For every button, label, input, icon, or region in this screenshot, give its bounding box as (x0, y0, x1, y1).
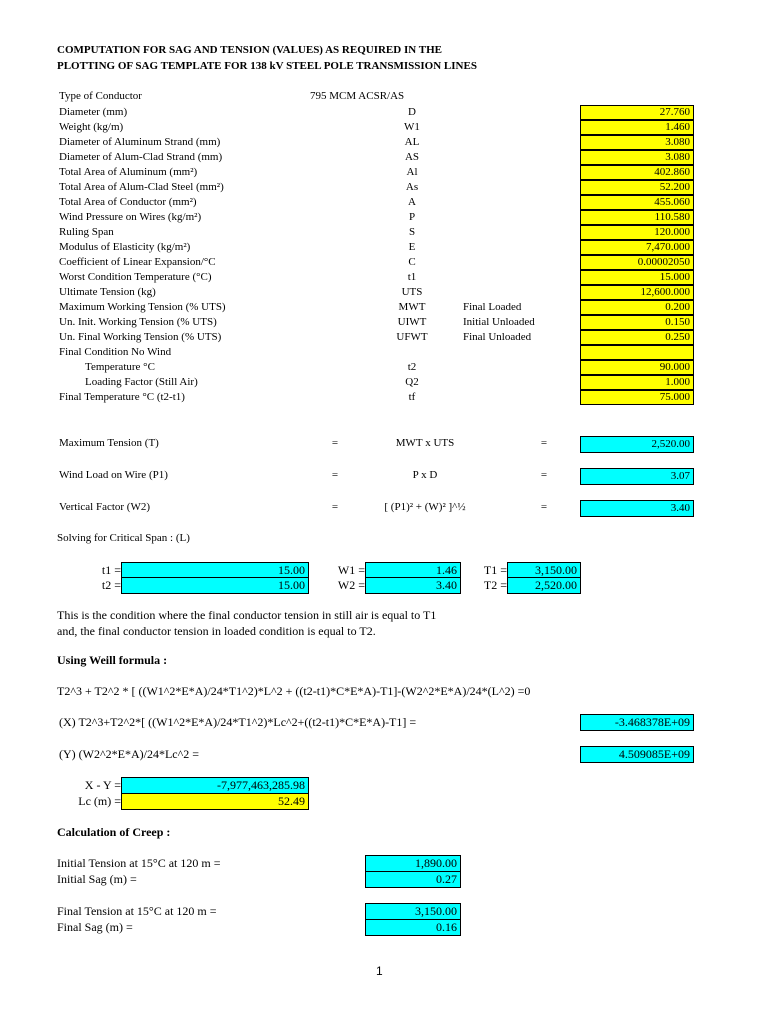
param-value-cell: 0.200 (580, 300, 694, 315)
param-label: Total Area of Aluminum (mm²) (59, 166, 198, 178)
param-symbol: AS (404, 151, 420, 163)
creep-heading: Calculation of Creep : (57, 825, 171, 839)
param-symbol: Al (406, 166, 418, 178)
param-note: Initial Unloaded (463, 316, 535, 328)
param-value-cell: 402.860 (580, 165, 694, 180)
param-label: Ruling Span (59, 226, 114, 238)
weill-x-label: (X) T2^3+T2^2*[ ((W1^2*E*A)/24*T1^2)*Lc^2+((t2-t1)*C*E*A)-T1] = (59, 715, 417, 729)
weill-heading: Using Weill formula : (57, 653, 168, 667)
param-symbol: t1 (407, 271, 417, 283)
final-tension-label: Final Tension at 15°C at 120 m = (57, 904, 217, 918)
calc-formula: [ (P1)² + (W)² ]^½ (384, 501, 466, 513)
x-minus-y-value-cell: -7,977,463,285.98 (121, 777, 309, 794)
param-symbol: tf (408, 391, 416, 403)
param-label: Coefficient of Linear Expansion/°C (59, 256, 216, 268)
calc-value-cell: 3.40 (580, 500, 694, 517)
param-symbol: As (405, 181, 419, 193)
param-value-cell: 0.150 (580, 315, 694, 330)
weill-formula: T2^3 + T2^2 * [ ((W1^2*E*A)/24*T1^2)*L^2 + ((t2-t1)*C*E*A)-T1]-(W2^2*E*A)/24*(L^2) =0 (57, 684, 531, 698)
initial-sag-value-cell: 0.27 (365, 871, 461, 888)
param-symbol: Q2 (405, 376, 419, 388)
calc-equals: = (331, 469, 339, 481)
param-symbol: UIWT (397, 316, 427, 328)
param-label: Total Area of Conductor (mm²) (59, 196, 197, 208)
param-symbol: UFWT (396, 331, 428, 343)
param-label: Worst Condition Temperature (°C) (59, 271, 212, 283)
calc-equals: = (540, 437, 548, 449)
param-symbol: S (408, 226, 416, 238)
lc-label: Lc (m) = (78, 794, 121, 808)
param-value-cell: 3.080 (580, 150, 694, 165)
param-symbol: t2 (407, 361, 417, 373)
param-value-cell: 0.00002050 (580, 255, 694, 270)
final-sag-label: Final Sag (m) = (57, 920, 133, 934)
param-label: Diameter of Aluminum Strand (mm) (59, 136, 221, 148)
param-label: Un. Final Working Tension (% UTS) (59, 331, 222, 343)
calc-label: Wind Load on Wire (P1) (59, 469, 168, 481)
calc-label: Maximum Tension (T) (59, 437, 159, 449)
calc-value-cell: 2,520.00 (580, 436, 694, 453)
param-label: Wind Pressure on Wires (kg/m²) (59, 211, 202, 223)
param-label: Weight (kg/m) (59, 121, 124, 133)
param-label: Total Area of Alum-Clad Steel (mm²) (59, 181, 224, 193)
param-symbol: P (408, 211, 416, 223)
param-value-cell: 110.580 (580, 210, 694, 225)
param-value-cell: 7,470.000 (580, 240, 694, 255)
param-label: Un. Init. Working Tension (% UTS) (59, 316, 217, 328)
param-symbol: AL (404, 136, 420, 148)
param-label: Loading Factor (Still Air) (85, 376, 198, 388)
param-value-cell: 27.760 (580, 105, 694, 120)
conductor-type-label: Type of Conductor (59, 90, 142, 102)
param-label: Modulus of Elasticity (kg/m²) (59, 241, 191, 253)
T1-value-cell: 3,150.00 (507, 562, 581, 579)
initial-sag-label: Initial Sag (m) = (57, 872, 137, 886)
final-sag-value-cell: 0.16 (365, 919, 461, 936)
param-symbol: D (408, 106, 416, 118)
param-note: Final Loaded (463, 301, 522, 313)
title-line-2: PLOTTING OF SAG TEMPLATE FOR 138 kV STEEL POLE TRANSMISSION LINES (57, 60, 477, 72)
param-value-cell: 1.460 (580, 120, 694, 135)
weill-y-label: (Y) (W2^2*E*A)/24*Lc^2 = (59, 747, 199, 761)
param-value-cell: 12,600.000 (580, 285, 694, 300)
param-note: Final Unloaded (463, 331, 532, 343)
param-value-cell: 0.250 (580, 330, 694, 345)
t1-label: t1 = (101, 563, 121, 577)
calc-value-cell: 3.07 (580, 468, 694, 485)
calc-equals: = (331, 437, 339, 449)
param-label: Diameter of Alum-Clad Strand (mm) (59, 151, 223, 163)
t1-value-cell: 15.00 (121, 562, 309, 579)
title-line-1: COMPUTATION FOR SAG AND TENSION (VALUES) AS REQUIRED IN THE (57, 44, 442, 56)
param-value-cell: 15.000 (580, 270, 694, 285)
weill-y-value-cell: 4.509085E+09 (580, 746, 694, 763)
T2-value-cell: 2,520.00 (507, 577, 581, 594)
param-symbol: C (408, 256, 416, 268)
calc-equals: = (331, 501, 339, 513)
w1-label: W1 = (337, 563, 365, 577)
param-symbol: A (408, 196, 416, 208)
page-number: 1 (376, 964, 383, 978)
param-value-cell: 455.060 (580, 195, 694, 210)
conductor-type-value: 795 MCM ACSR/AS (310, 90, 405, 102)
param-value-cell (580, 345, 694, 360)
T2-label: T2 = (483, 578, 507, 592)
param-value-cell: 120.000 (580, 225, 694, 240)
weill-x-value-cell: -3.468378E+09 (580, 714, 694, 731)
param-label: Final Condition No Wind (59, 346, 172, 358)
calc-equals: = (540, 501, 548, 513)
t2-label: t2 = (101, 578, 121, 592)
w2-label: W2 = (337, 578, 365, 592)
param-value-cell: 3.080 (580, 135, 694, 150)
param-value-cell: 52.200 (580, 180, 694, 195)
final-tension-value-cell: 3,150.00 (365, 903, 461, 920)
calc-equals: = (540, 469, 548, 481)
w1-value-cell: 1.46 (365, 562, 461, 579)
condition-text-line-1: This is the condition where the final conductor tension in still air is equal to T1 (57, 608, 437, 622)
param-value-cell: 75.000 (580, 390, 694, 405)
param-symbol: E (408, 241, 416, 253)
lc-value-cell: 52.49 (121, 793, 309, 810)
param-label: Ultimate Tension (kg) (59, 286, 156, 298)
param-label: Diameter (mm) (59, 106, 128, 118)
param-symbol: UTS (401, 286, 423, 298)
calc-formula: P x D (412, 469, 438, 481)
param-symbol: MWT (398, 301, 426, 313)
param-label: Maximum Working Tension (% UTS) (59, 301, 226, 313)
x-minus-y-label: X - Y = (84, 778, 121, 792)
calc-label: Vertical Factor (W2) (59, 501, 151, 513)
param-label: Final Temperature °C (t2-t1) (59, 391, 185, 403)
critical-span-heading: Solving for Critical Span : (L) (57, 532, 190, 544)
T1-label: T1 = (483, 563, 507, 577)
condition-text-line-2: and, the final conductor tension in loaded condition is equal to T2. (57, 624, 376, 638)
param-symbol: W1 (404, 121, 420, 133)
calc-formula: MWT x UTS (395, 437, 455, 449)
initial-tension-value-cell: 1,890.00 (365, 855, 461, 872)
w2-value-cell: 3.40 (365, 577, 461, 594)
param-value-cell: 90.000 (580, 360, 694, 375)
t2-value-cell: 15.00 (121, 577, 309, 594)
param-value-cell: 1.000 (580, 375, 694, 390)
initial-tension-label: Initial Tension at 15°C at 120 m = (57, 856, 221, 870)
param-label: Temperature °C (85, 361, 155, 373)
